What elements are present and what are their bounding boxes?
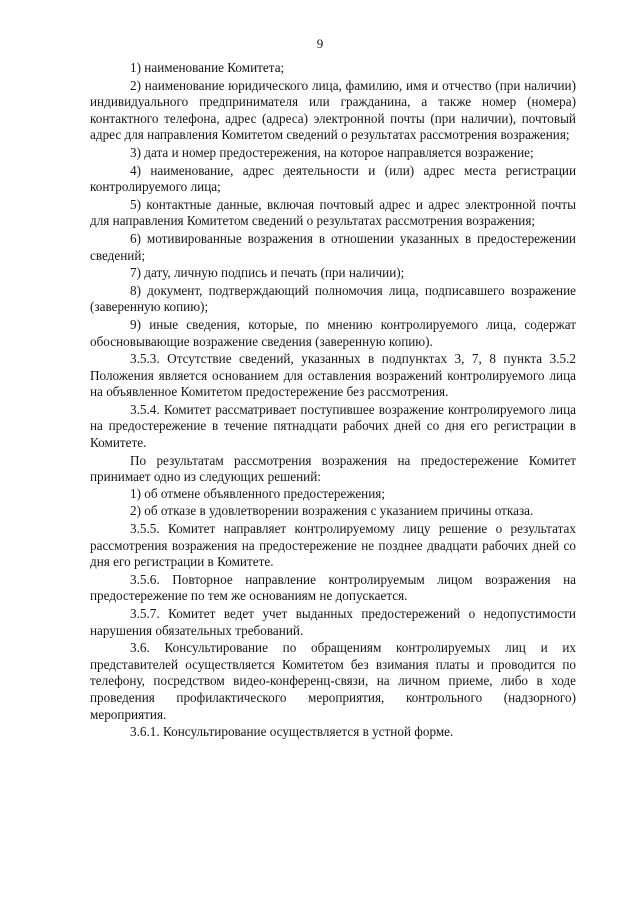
list-item-applicant-details: 2) наименование юридического лица, фамилию, имя и отчество (при наличии) индивидуального предпринимателя или гражданина, а также номер (номера) контактного телефона, адрес (адреса) электронной почты (при наличии), почтовый адрес для направления Комитетом сведений о результатах рассмотрения возражения; (90, 77, 576, 143)
clause-3-6: 3.6. Консультирование по обращениям контролируемых лиц и их представителей осуществляется Комитетом без взимания платы и проводится по телефону, посредством видео-конференц-связи, на личном приеме, либо в ходе проведения профилактического мероприятия, контрольного (надзорного) мероприятия. (90, 640, 576, 722)
clause-3-6-1: 3.6.1. Консультирование осуществляется в устной форме. (130, 724, 454, 740)
list-item-authority-document: 8) документ, подтверждающий полномочия лица, подписавшего возражение (заверенную копию); (90, 282, 576, 315)
page-number: 9 (316, 36, 324, 51)
decision-intro: По результатам рассмотрения возражения на предостережение Комитет принимает одно из следующих решений: (90, 452, 576, 485)
clause-3-5-4: 3.5.4. Комитет рассматривает поступившее возражение контролируемого лица на предостережение в течение пятнадцати рабочих дней со дня его регистрации в Комитете. (90, 401, 576, 451)
document-body (90, 60, 576, 741)
clause-3-5-6: 3.5.6. Повторное направление контролируемым лицом возражения на предостережение по тем же основаниям не допускается. (90, 571, 576, 604)
list-item-signature: 7) дату, личную подпись и печать (при наличии); (130, 265, 405, 281)
list-item-contact-data: 5) контактные данные, включая почтовый адрес и адрес электронной почты для направления Комитетом сведений о результатах рассмотрения возражения; (90, 196, 576, 229)
list-item-objections: 6) мотивированные возражения в отношении указанных в предостережении сведений; (90, 230, 576, 263)
list-item-warning-date-number: 3) дата и номер предостережения, на которое направляется возражение; (130, 144, 534, 160)
clause-3-5-3: 3.5.3. Отсутствие сведений, указанных в подпунктах 3, 7, 8 пункта 3.5.2 Положения является основанием для оставления возражений контролируемого лица на объявленное Комитетом предостережение без рассмотрения. (90, 351, 576, 400)
list-item-committee-name: 1) наименование Комитета; (130, 60, 285, 75)
clause-3-5-7: 3.5.7. Комитет ведет учет выданных предостережений о недопустимости нарушения обязательных требований. (90, 606, 576, 638)
decision-refuse: 2) об отказе в удовлетворении возражения с указанием причины отказа. (130, 503, 534, 519)
decision-cancel: 1) об отмене объявленного предостережения; (130, 485, 386, 501)
list-item-other-info: 9) иные сведения, которые, по мнению контролируемого лица, содержат обосновывающие возражение сведения (заверенную копию). (90, 316, 576, 349)
list-item-activity-address: 4) наименование, адрес деятельности и (или) адрес места регистрации контролируемого лица; (90, 162, 576, 195)
clause-3-5-5: 3.5.5. Комитет направляет контролируемому лицу решение о результатах рассмотрения возражения на предостережение не позднее двадцати рабочих дней со дня его регистрации в Комитете. (90, 521, 576, 570)
